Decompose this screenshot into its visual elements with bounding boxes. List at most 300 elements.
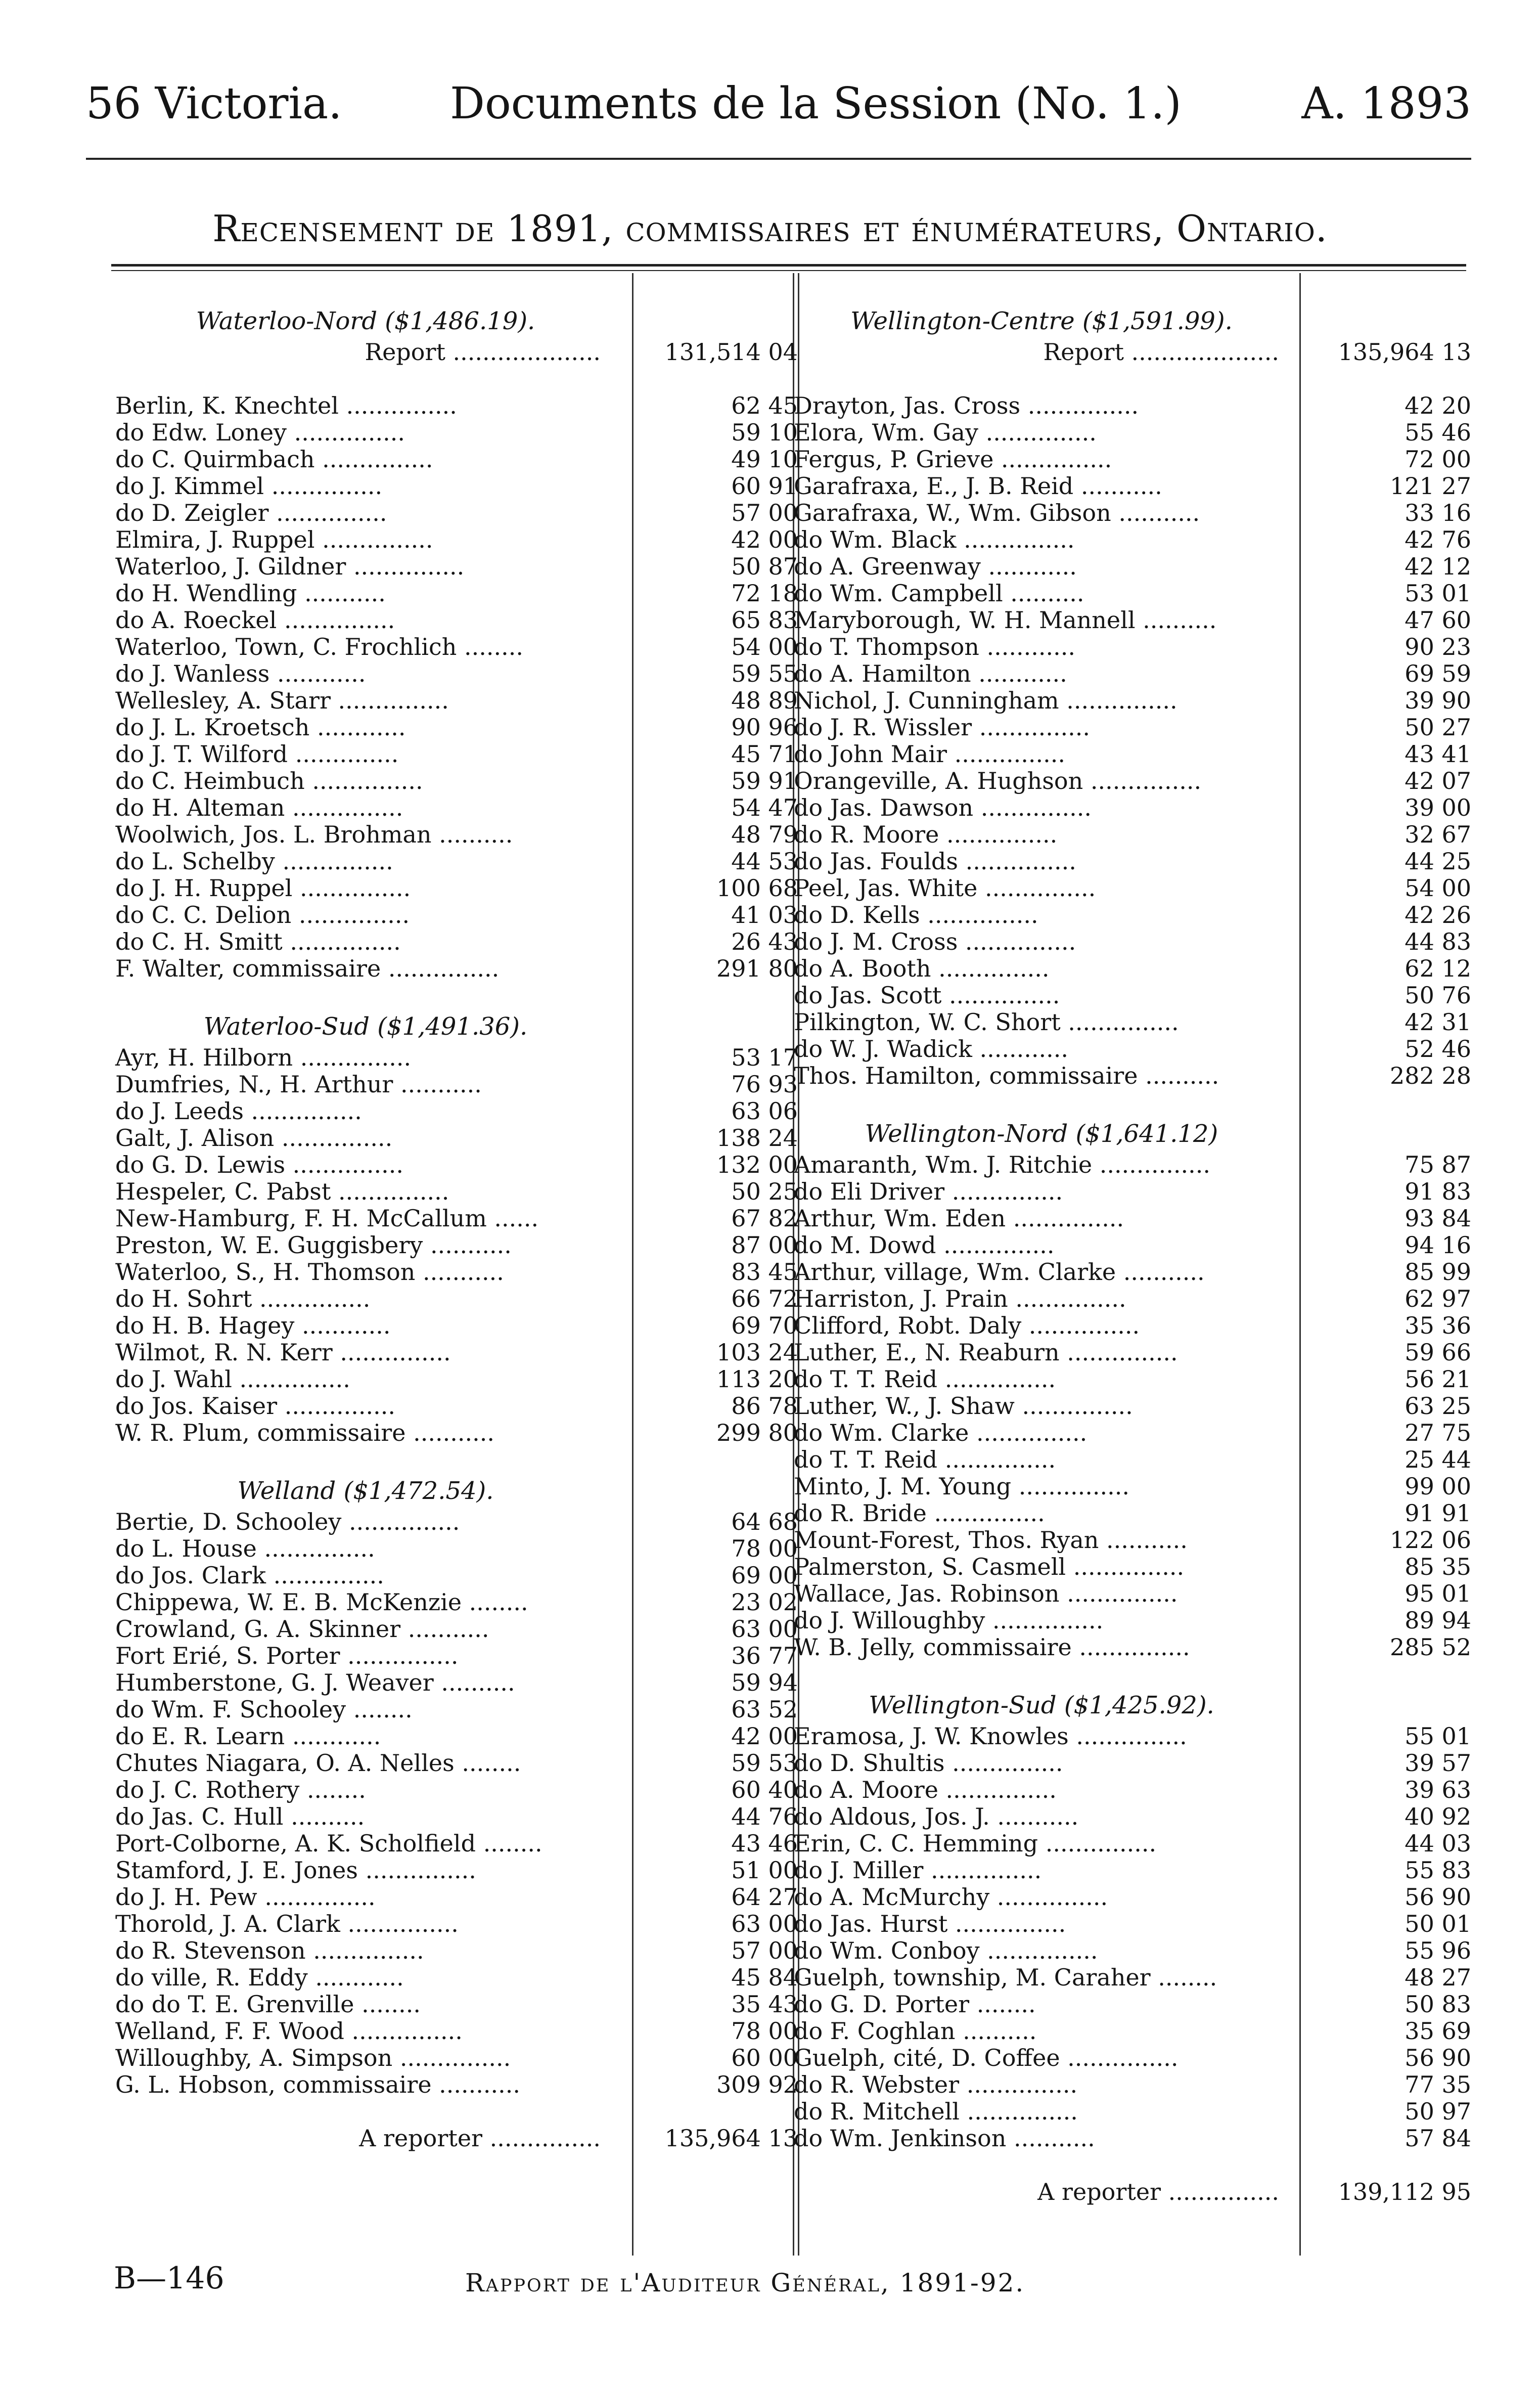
- ledger-row: [115, 607, 798, 634]
- ledger-name: Hespeler, C. Pabst ...............: [115, 1178, 449, 1205]
- ledger-row: [115, 1152, 798, 1178]
- ledger-row: [794, 1937, 1471, 1964]
- ledger-amount: 39 00: [1405, 794, 1471, 821]
- ledger-row: [794, 1393, 1471, 1420]
- ledger-amount: 59 10: [731, 419, 798, 446]
- ledger-row: [794, 580, 1471, 607]
- ledger-amount: 50 87: [731, 553, 798, 580]
- ledger-name: Report ....................: [365, 338, 601, 366]
- ledger-row: [115, 955, 798, 982]
- ledger-amount: 75 87: [1405, 1151, 1471, 1178]
- ledger-name: do L. Schelby ...............: [115, 848, 393, 875]
- carry-forward-amount: 135,964 13: [664, 2125, 798, 2152]
- ledger-name: W. B. Jelly, commissaire ...............: [794, 1633, 1190, 1661]
- ledger-amount: 43 46: [731, 1830, 798, 1857]
- ledger-name: Elmira, J. Ruppel ...............: [115, 526, 433, 553]
- ledger-name: do T. Thompson ............: [794, 633, 1076, 660]
- ledger-name: Report ....................: [1043, 338, 1279, 366]
- ledger-row: [794, 714, 1471, 741]
- ledger-row: [115, 1723, 798, 1750]
- ledger-amount: 54 00: [731, 633, 798, 660]
- ledger-amount: 122 06: [1390, 1526, 1471, 1554]
- ledger-amount: 103 24: [716, 1339, 798, 1366]
- ledger-amount: 59 55: [731, 660, 798, 687]
- ledger-row: [794, 1580, 1471, 1607]
- ledger-name: Waterloo, Town, C. Frochlich ........: [115, 633, 523, 660]
- ledger-row: [794, 1723, 1471, 1750]
- ledger-amount: 42 76: [1405, 526, 1471, 553]
- ledger-name: Nichol, J. Cunningham ...............: [794, 687, 1177, 714]
- ledger-amount: 59 66: [1405, 1339, 1471, 1366]
- header-session: 56 Victoria.: [86, 78, 342, 129]
- ledger-name: do J. H. Ruppel ...............: [115, 874, 411, 902]
- ledger-name: do Jas. Foulds ...............: [794, 848, 1076, 875]
- ledger-row: [115, 1312, 798, 1339]
- ledger-amount: 35 36: [1405, 1312, 1471, 1339]
- ledger-amount: 54 47: [731, 794, 798, 821]
- ledger-name: Fergus, P. Grieve ...............: [794, 446, 1112, 473]
- ledger-amount: 91 83: [1405, 1178, 1471, 1205]
- ledger-amount: 89 94: [1405, 1607, 1471, 1634]
- ledger-name: do A. Roeckel ...............: [115, 606, 395, 634]
- header-year: A. 1893: [1301, 78, 1471, 129]
- ledger-amount: 83 45: [731, 1258, 798, 1286]
- ledger-amount: 309 92: [716, 2071, 798, 2098]
- ledger-name: do Jas. Scott ...............: [794, 982, 1060, 1009]
- ledger-row: [115, 875, 798, 902]
- ledger-row: [115, 768, 798, 794]
- ledger-name: Wallace, Jas. Robinson ...............: [794, 1580, 1178, 1607]
- ledger-amount: 47 60: [1405, 606, 1471, 634]
- ledger-row: [794, 392, 1471, 419]
- ledger-name: Welland, F. F. Wood ...............: [115, 2017, 463, 2045]
- ledger-name: do G. D. Lewis ...............: [115, 1151, 404, 1178]
- ledger-row: [115, 741, 798, 768]
- ledger-section: [115, 303, 798, 982]
- ledger-amount: 69 00: [731, 1562, 798, 1589]
- ledger-name: do J. Wanless ............: [115, 660, 366, 687]
- ledger-section: [115, 1446, 798, 2098]
- ledger-section: [794, 1661, 1471, 2152]
- ledger-row: [794, 1991, 1471, 2018]
- ledger-amount: 55 96: [1405, 1937, 1471, 1964]
- ledger-amount: 93 84: [1405, 1205, 1471, 1232]
- footer-title: Rapport de l'Auditeur Général, 1891-92.: [465, 2268, 1025, 2297]
- ledger-name: Luther, E., N. Reaburn ...............: [794, 1339, 1178, 1366]
- ledger-amount: 60 40: [731, 1776, 798, 1803]
- ledger-row: [794, 526, 1471, 553]
- ledger-row: [794, 1964, 1471, 1991]
- title-rule-thick: [111, 264, 1466, 267]
- ledger-amount: 94 16: [1405, 1231, 1471, 1259]
- ledger-amount: 60 91: [731, 472, 798, 500]
- ledger-amount: 42 31: [1405, 1008, 1471, 1036]
- ledger-name: Arthur, Wm. Eden ...............: [794, 1205, 1124, 1232]
- ledger-amount: 85 99: [1405, 1258, 1471, 1286]
- ledger-row: [115, 1125, 798, 1152]
- ledger-amount: 67 82: [731, 1205, 798, 1232]
- header-rule: [86, 158, 1471, 160]
- ledger-amount: 50 27: [1405, 714, 1471, 741]
- ledger-name: do J. H. Pew ...............: [115, 1883, 376, 1911]
- ledger-amount: 50 83: [1405, 1991, 1471, 2018]
- ledger-name: do J. Willoughby ...............: [794, 1607, 1104, 1634]
- ledger-row: [794, 1500, 1471, 1527]
- ledger-name: do Jos. Kaiser ...............: [115, 1392, 396, 1420]
- ledger-row: [115, 687, 798, 714]
- page-title: Recensement de 1891, commissaires et énumérateurs, Ontario.: [212, 207, 1328, 250]
- ledger-name: Palmerston, S. Casmell ...............: [794, 1553, 1185, 1580]
- ledger-name: do A. Moore ...............: [794, 1776, 1057, 1803]
- ledger-row: [794, 419, 1471, 446]
- carry-forward-label: A reporter ...............: [1037, 2178, 1279, 2205]
- ledger-amount: 113 20: [716, 1365, 798, 1393]
- ledger-name: Minto, J. M. Young ...............: [794, 1473, 1130, 1500]
- ledger-amount: 39 90: [1405, 687, 1471, 714]
- ledger-row: [115, 392, 798, 419]
- ledger-name: do A. McMurchy ...............: [794, 1883, 1108, 1911]
- ledger-name: do J. M. Cross ...............: [794, 928, 1076, 955]
- ledger-amount: 91 91: [1405, 1499, 1471, 1527]
- ledger-row: [794, 1259, 1471, 1286]
- ledger-row: [115, 714, 798, 741]
- ledger-name: Woolwich, Jos. L. Brohman ..........: [115, 821, 513, 848]
- ledger-row: [115, 1830, 798, 1857]
- section-title: Wellington-Nord ($1,641.12): [865, 1120, 1218, 1148]
- ledger-row: [115, 1339, 798, 1366]
- ledger-row: [115, 1643, 798, 1669]
- section-title: Waterloo-Nord ($1,486.19).: [196, 307, 535, 335]
- ledger-row: [115, 500, 798, 526]
- ledger-row: [794, 1473, 1471, 1500]
- page-header: [86, 76, 1471, 131]
- ledger-row: [794, 768, 1471, 794]
- ledger-name: do A. Hamilton ............: [794, 660, 1067, 687]
- report-row: [794, 339, 1471, 366]
- ledger-name: do G. D. Porter ........: [794, 1991, 1036, 2018]
- ledger-amount: 138 24: [716, 1124, 798, 1152]
- ledger-name: do R. Moore ...............: [794, 821, 1058, 848]
- ledger-row: [794, 2045, 1471, 2071]
- ledger-name: do Eli Driver ...............: [794, 1178, 1063, 1205]
- ledger-row: [115, 419, 798, 446]
- ledger-amount: 39 57: [1405, 1749, 1471, 1777]
- ledger-amount: 77 35: [1405, 2071, 1471, 2098]
- ledger-name: do H. Sohrt ...............: [115, 1285, 371, 1312]
- ledger-row: [115, 929, 798, 955]
- ledger-amount: 62 12: [1405, 955, 1471, 982]
- ledger-amount: 42 00: [731, 526, 798, 553]
- ledger-row: [115, 526, 798, 553]
- ledger-name: Chutes Niagara, O. A. Nelles ........: [115, 1749, 521, 1777]
- ledger-row: [115, 1393, 798, 1420]
- ledger-name: Pilkington, W. C. Short ...............: [794, 1008, 1179, 1036]
- ledger-amount: 44 76: [731, 1803, 798, 1830]
- ledger-name: do J. Wahl ...............: [115, 1365, 350, 1393]
- carry-forward-row: [794, 2179, 1471, 2205]
- ledger-amount: 44 25: [1405, 848, 1471, 875]
- ledger-row: [794, 1036, 1471, 1063]
- ledger-row: [115, 1884, 798, 1911]
- ledger-name: do Wm. Clarke ...............: [794, 1419, 1088, 1446]
- ledger-amount: 45 71: [731, 740, 798, 768]
- ledger-name: Chippewa, W. E. B. McKenzie ........: [115, 1588, 528, 1616]
- ledger-name: Garafraxa, E., J. B. Reid ...........: [794, 472, 1162, 500]
- ledger-amount: 44 53: [731, 848, 798, 875]
- ledger-amount: 50 97: [1405, 2098, 1471, 2125]
- ledger-amount: 26 43: [731, 928, 798, 955]
- ledger-row: [794, 1339, 1471, 1366]
- ledger-amount: 78 00: [731, 1535, 798, 1562]
- ledger-row: [794, 2071, 1471, 2098]
- ledger-row: [794, 1884, 1471, 1911]
- ledger-amount: 69 59: [1405, 660, 1471, 687]
- ledger-name: Luther, W., J. Shaw ...............: [794, 1392, 1133, 1420]
- ledger-row: [115, 1071, 798, 1098]
- ledger-row: [794, 1232, 1471, 1259]
- ledger-amount: 59 94: [731, 1669, 798, 1696]
- ledger-name: Waterloo, J. Gildner ...............: [115, 553, 465, 580]
- ledger-amount: 69 70: [731, 1312, 798, 1339]
- ledger-row: [794, 955, 1471, 982]
- ledger-row: [115, 1616, 798, 1643]
- ledger-row: [794, 500, 1471, 526]
- ledger-section: [115, 982, 798, 1446]
- ledger-amount: 48 27: [1405, 1964, 1471, 1991]
- ledger-row: [794, 607, 1471, 634]
- ledger-section: [794, 1089, 1471, 1661]
- ledger-name: New-Hamburg, F. H. McCallum ......: [115, 1205, 539, 1232]
- ledger-amount: 48 79: [731, 821, 798, 848]
- ledger-amount: 36 77: [731, 1642, 798, 1669]
- ledger-name: do Wm. Jenkinson ...........: [794, 2125, 1095, 2152]
- ledger-amount: 76 93: [731, 1071, 798, 1098]
- ledger-amount: 35 43: [731, 1991, 798, 2018]
- ledger-amount: 25 44: [1405, 1446, 1471, 1473]
- ledger-name: Stamford, J. E. Jones ...............: [115, 1857, 476, 1884]
- ledger-amount: 285 52: [1390, 1633, 1471, 1661]
- ledger-name: Peel, Jas. White ...............: [794, 874, 1096, 902]
- ledger-name: Preston, W. E. Guggisbery ...........: [115, 1231, 512, 1259]
- ledger-amount: 44 03: [1405, 1830, 1471, 1857]
- ledger-row: [794, 1607, 1471, 1634]
- ledger-name: do E. R. Learn ............: [115, 1722, 381, 1750]
- ledger-amount: 85 35: [1405, 1553, 1471, 1580]
- ledger-name: Port-Colborne, A. K. Scholfield ........: [115, 1830, 542, 1857]
- ledger-name: do Jas. Hurst ...............: [794, 1910, 1066, 1937]
- ledger-row: [794, 902, 1471, 929]
- ledger-section: [794, 303, 1471, 1089]
- ledger-amount: 42 07: [1405, 767, 1471, 794]
- ledger-name: Wilmot, R. N. Kerr ...............: [115, 1339, 451, 1366]
- ledger-row: [115, 1420, 798, 1446]
- ledger-name: Maryborough, W. H. Mannell ..........: [794, 606, 1217, 634]
- ledger-row: [794, 473, 1471, 500]
- ledger-amount: 52 46: [1405, 1035, 1471, 1063]
- ledger-row: [794, 1366, 1471, 1393]
- ledger-row: [794, 553, 1471, 580]
- ledger-row: [115, 1178, 798, 1205]
- ledger-row: [794, 1830, 1471, 1857]
- ledger-name: do C. C. Delion ...............: [115, 901, 410, 929]
- ledger-row: [794, 1777, 1471, 1803]
- ledger-name: W. R. Plum, commissaire ...........: [115, 1419, 494, 1446]
- ledger-amount: 135,964 13: [1338, 338, 1471, 366]
- ledger-name: do T. T. Reid ...............: [794, 1365, 1056, 1393]
- ledger-name: Wellesley, A. Starr ...............: [115, 687, 449, 714]
- ledger-row: [794, 2125, 1471, 2152]
- ledger-row: [794, 1063, 1471, 1089]
- ledger-row: [115, 1589, 798, 1616]
- ledger-amount: 45 84: [731, 1964, 798, 1991]
- ledger-name: do Jas. Dawson ...............: [794, 794, 1092, 821]
- ledger-row: [794, 1420, 1471, 1446]
- ledger-row: [115, 1232, 798, 1259]
- ledger-row: [115, 553, 798, 580]
- ledger-row: [794, 1009, 1471, 1036]
- ledger-name: do C. Heimbuch ...............: [115, 767, 423, 794]
- ledger-amount: 64 27: [731, 1883, 798, 1911]
- ledger-row: [115, 1696, 798, 1723]
- ledger-amount: 57 00: [731, 499, 798, 526]
- ledger-name: do H. B. Hagey ............: [115, 1312, 391, 1339]
- ledger-amount: 35 69: [1405, 2017, 1471, 2045]
- ledger-row: [115, 902, 798, 929]
- ledger-name: do Jos. Clark ...............: [115, 1562, 384, 1589]
- ledger-row: [115, 1669, 798, 1696]
- ledger-name: do R. Bride ...............: [794, 1499, 1045, 1527]
- ledger-amount: 56 90: [1405, 2044, 1471, 2071]
- ledger-amount: 59 53: [731, 1749, 798, 1777]
- ledger-row: [115, 1366, 798, 1393]
- ledger-row: [115, 1991, 798, 2018]
- ledger-row: [115, 1286, 798, 1312]
- ledger-row: [115, 446, 798, 473]
- ledger-name: do J. Kimmel ...............: [115, 472, 383, 500]
- ledger-amount: 78 00: [731, 2017, 798, 2045]
- page-number: B—146: [114, 2261, 224, 2296]
- ledger-amount: 51 00: [731, 1857, 798, 1884]
- ledger-name: do J. R. Wissler ...............: [794, 714, 1091, 741]
- ledger-row: [794, 982, 1471, 1009]
- ledger-row: [115, 660, 798, 687]
- ledger-name: Amaranth, Wm. J. Ritchie ...............: [794, 1151, 1211, 1178]
- ledger-row: [794, 446, 1471, 473]
- ledger-row: [115, 1937, 798, 1964]
- ledger-amount: 59 91: [731, 767, 798, 794]
- section-title: Wellington-Centre ($1,591.99).: [850, 307, 1233, 335]
- ledger-row: [115, 1911, 798, 1937]
- ledger-name: Orangeville, A. Hughson ...............: [794, 767, 1202, 794]
- ledger-row: [794, 1803, 1471, 1830]
- ledger-amount: 131,514 04: [664, 338, 798, 366]
- ledger-amount: 90 96: [731, 714, 798, 741]
- ledger-name: Crowland, G. A. Skinner ...........: [115, 1615, 489, 1643]
- right-column: [794, 303, 1471, 2205]
- ledger-name: F. Walter, commissaire ...............: [115, 955, 500, 982]
- ledger-row: [115, 2045, 798, 2071]
- ledger-row: [794, 660, 1471, 687]
- ledger-row: [794, 929, 1471, 955]
- ledger-row: [115, 848, 798, 875]
- ledger-name: Dumfries, N., H. Arthur ...........: [115, 1071, 482, 1098]
- ledger-name: Guelph, township, M. Caraher ........: [794, 1964, 1217, 1991]
- ledger-name: do J. L. Kroetsch ............: [115, 714, 406, 741]
- ledger-row: [794, 741, 1471, 768]
- ledger-amount: 42 26: [1405, 901, 1471, 929]
- ledger-amount: 60 00: [731, 2044, 798, 2071]
- ledger-name: Harriston, J. Prain ...............: [794, 1285, 1126, 1312]
- ledger-amount: 90 23: [1405, 633, 1471, 660]
- ledger-amount: 41 03: [731, 901, 798, 929]
- ledger-name: do John Mair ...............: [794, 740, 1065, 768]
- ledger-row: [115, 2071, 798, 2098]
- ledger-row: [794, 2098, 1471, 2125]
- ledger-name: Thos. Hamilton, commissaire ..........: [794, 1062, 1219, 1089]
- ledger-amount: 63 00: [731, 1910, 798, 1937]
- ledger-row: [115, 821, 798, 848]
- ledger-name: do D. Shultis ...............: [794, 1749, 1063, 1777]
- carry-forward-amount: 139,112 95: [1338, 2178, 1471, 2205]
- ledger-name: do Wm. Conboy ...............: [794, 1937, 1098, 1964]
- ledger-name: do do T. E. Grenville ........: [115, 1991, 421, 2018]
- ledger-name: do Wm. Campbell ..........: [794, 580, 1084, 607]
- ledger-name: Erin, C. C. Hemming ...............: [794, 1830, 1157, 1857]
- ledger-amount: 95 01: [1405, 1580, 1471, 1607]
- ledger-amount: 27 75: [1405, 1419, 1471, 1446]
- ledger-amount: 299 80: [716, 1419, 798, 1446]
- ledger-amount: 57 00: [731, 1937, 798, 1964]
- ledger-amount: 63 25: [1405, 1392, 1471, 1420]
- ledger-amount: 43 41: [1405, 740, 1471, 768]
- ledger-name: do Jas. C. Hull ..........: [115, 1803, 365, 1830]
- ledger-row: [794, 1205, 1471, 1232]
- ledger-row: [794, 1527, 1471, 1554]
- carry-forward-label: A reporter ...............: [359, 2125, 601, 2152]
- ledger-row: [794, 1286, 1471, 1312]
- ledger-row: [115, 1535, 798, 1562]
- ledger-amount: 33 16: [1405, 499, 1471, 526]
- ledger-name: do T. T. Reid ...............: [794, 1446, 1056, 1473]
- ledger-amount: 32 67: [1405, 821, 1471, 848]
- ledger-amount: 42 00: [731, 1722, 798, 1750]
- ledger-row: [115, 1509, 798, 1535]
- ledger-row: [115, 2018, 798, 2045]
- ledger-name: Arthur, village, Wm. Clarke ...........: [794, 1258, 1205, 1286]
- ledger-name: Bertie, D. Schooley ...............: [115, 1508, 460, 1535]
- ledger-amount: 65 83: [731, 606, 798, 634]
- ledger-amount: 99 00: [1405, 1473, 1471, 1500]
- ledger-row: [115, 1205, 798, 1232]
- section-title: Welland ($1,472.54).: [237, 1477, 494, 1505]
- ledger-row: [115, 1562, 798, 1589]
- ledger-name: do A. Booth ...............: [794, 955, 1050, 982]
- ledger-row: [794, 366, 1471, 392]
- ledger-row: [115, 1750, 798, 1777]
- ledger-name: do F. Coghlan ..........: [794, 2017, 1037, 2045]
- ledger-amount: 100 68: [716, 874, 798, 902]
- ledger-amount: 55 46: [1405, 419, 1471, 446]
- report-row: [115, 339, 798, 366]
- ledger-amount: 39 63: [1405, 1776, 1471, 1803]
- ledger-name: Berlin, K. Knechtel ...............: [115, 392, 457, 419]
- ledger-amount: 54 00: [1405, 874, 1471, 902]
- ledger-name: do A. Greenway ............: [794, 553, 1077, 580]
- section-title: Waterloo-Sud ($1,491.36).: [203, 1012, 528, 1041]
- ledger-name: do H. Alteman ...............: [115, 794, 403, 821]
- ledger-amount: 57 84: [1405, 2125, 1471, 2152]
- ledger-name: do Edw. Loney ...............: [115, 419, 405, 446]
